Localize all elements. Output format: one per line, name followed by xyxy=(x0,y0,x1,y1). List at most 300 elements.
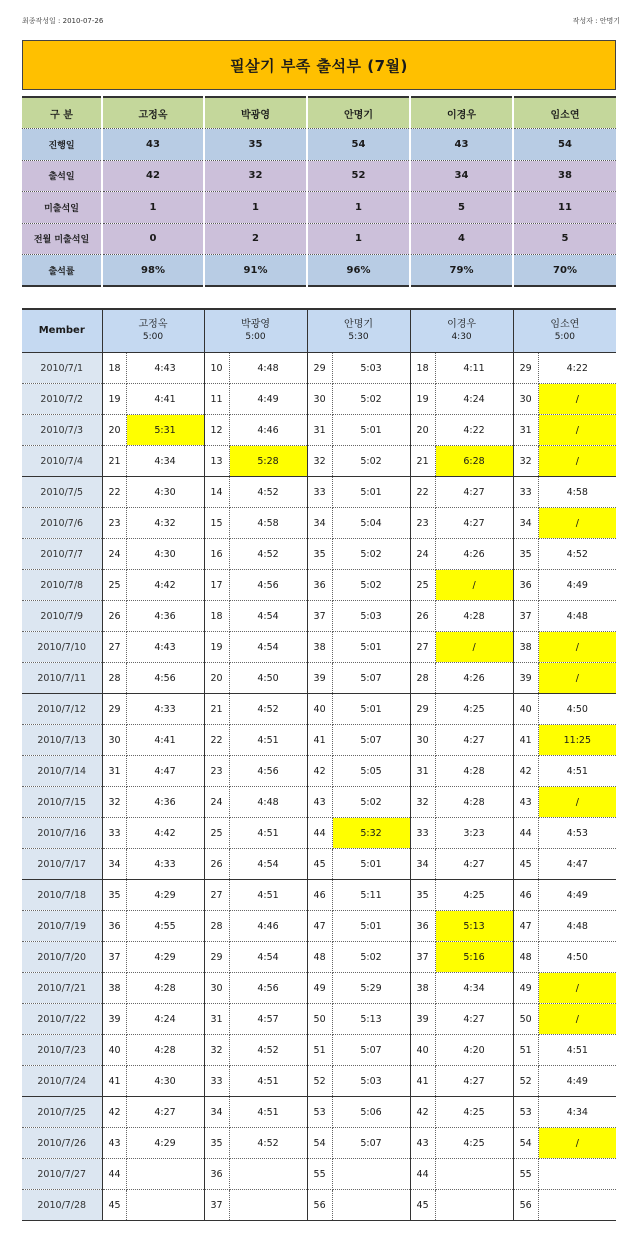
check-in-time: 5:29 xyxy=(332,973,410,1004)
member-name: 고정옥 xyxy=(138,319,168,330)
day-count: 29 xyxy=(513,353,538,384)
summary-value: 1 xyxy=(307,192,410,223)
day-count: 20 xyxy=(102,415,126,446)
check-in-time: 4:24 xyxy=(126,1004,204,1035)
attendance-row xyxy=(22,1004,616,1035)
summary-value: 70% xyxy=(513,254,616,286)
day-count: 44 xyxy=(410,1159,435,1190)
attendance-row xyxy=(22,1128,616,1159)
check-in-time: 5:06 xyxy=(332,1097,410,1128)
summary-row-label: 진행일 xyxy=(22,129,102,160)
check-in-time: 4:55 xyxy=(126,911,204,942)
check-in-time: 4:48 xyxy=(538,601,616,632)
day-count: 40 xyxy=(513,694,538,725)
day-count: 41 xyxy=(102,1066,126,1097)
check-in-time-flagged: 11:25 xyxy=(538,725,616,756)
check-in-time: 4:30 xyxy=(126,539,204,570)
summary-row-label: 미출석일 xyxy=(22,192,102,223)
day-count: 29 xyxy=(307,353,332,384)
attendance-row xyxy=(22,1066,616,1097)
check-in-time xyxy=(538,1190,616,1221)
check-in-time: 5:02 xyxy=(332,787,410,818)
attendance-row xyxy=(22,663,616,694)
check-in-time: 4:27 xyxy=(435,508,513,539)
check-in-time: 4:27 xyxy=(126,1097,204,1128)
check-in-time: 4:52 xyxy=(538,539,616,570)
check-in-time: 5:07 xyxy=(332,1035,410,1066)
day-count: 11 xyxy=(204,384,229,415)
summary-member-name: 이경우 xyxy=(410,97,513,129)
day-count: 30 xyxy=(513,384,538,415)
summary-member-name: 박광영 xyxy=(204,97,307,129)
day-count: 20 xyxy=(410,415,435,446)
check-in-time: 5:07 xyxy=(332,1128,410,1159)
day-count: 18 xyxy=(204,601,229,632)
check-in-time-flagged: / xyxy=(538,973,616,1004)
day-count: 51 xyxy=(513,1035,538,1066)
day-count: 43 xyxy=(102,1128,126,1159)
attendance-date: 2010/7/5 xyxy=(22,477,102,508)
summary-row xyxy=(22,223,616,254)
check-in-time: 4:54 xyxy=(229,942,307,973)
check-in-time: 4:29 xyxy=(126,942,204,973)
attendance-date: 2010/7/23 xyxy=(22,1035,102,1066)
attendance-row xyxy=(22,570,616,601)
check-in-time: 4:43 xyxy=(126,353,204,384)
day-count: 44 xyxy=(307,818,332,849)
summary-member-name: 고정옥 xyxy=(102,97,204,129)
day-count: 32 xyxy=(307,446,332,477)
day-count: 22 xyxy=(410,477,435,508)
check-in-time: 4:27 xyxy=(435,725,513,756)
check-in-time: 4:30 xyxy=(126,1066,204,1097)
day-count: 31 xyxy=(102,756,126,787)
day-count: 25 xyxy=(204,818,229,849)
day-count: 34 xyxy=(307,508,332,539)
check-in-time-flagged: / xyxy=(538,1004,616,1035)
day-count: 24 xyxy=(410,539,435,570)
day-count: 39 xyxy=(513,663,538,694)
day-count: 36 xyxy=(204,1159,229,1190)
check-in-time: 4:29 xyxy=(126,1128,204,1159)
summary-value: 5 xyxy=(410,192,513,223)
check-in-time: 4:48 xyxy=(229,787,307,818)
check-in-time-flagged: 5:31 xyxy=(126,415,204,446)
attendance-row xyxy=(22,508,616,539)
check-in-time: 4:41 xyxy=(126,384,204,415)
day-count: 40 xyxy=(102,1035,126,1066)
check-in-time: 4:42 xyxy=(126,570,204,601)
member-name: 박광영 xyxy=(241,319,271,330)
day-count: 46 xyxy=(307,880,332,911)
check-in-time: 5:04 xyxy=(332,508,410,539)
check-in-time: 5:07 xyxy=(332,663,410,694)
check-in-time-flagged: 5:16 xyxy=(435,942,513,973)
check-in-time-flagged: / xyxy=(538,787,616,818)
check-in-time-flagged: 5:32 xyxy=(332,818,410,849)
check-in-time-flagged: / xyxy=(538,384,616,415)
check-in-time: 3:23 xyxy=(435,818,513,849)
attendance-row xyxy=(22,632,616,663)
day-count: 37 xyxy=(410,942,435,973)
attendance-row xyxy=(22,849,616,880)
attendance-row xyxy=(22,694,616,725)
check-in-time: 4:22 xyxy=(538,353,616,384)
check-in-time: 4:57 xyxy=(229,1004,307,1035)
day-count: 27 xyxy=(410,632,435,663)
day-count: 31 xyxy=(204,1004,229,1035)
check-in-time-flagged: 5:28 xyxy=(229,446,307,477)
day-count: 36 xyxy=(102,911,126,942)
day-count: 18 xyxy=(410,353,435,384)
day-count: 23 xyxy=(410,508,435,539)
page-title-box xyxy=(22,40,616,90)
day-count: 36 xyxy=(513,570,538,601)
day-count: 55 xyxy=(307,1159,332,1190)
check-in-time: 4:33 xyxy=(126,694,204,725)
check-in-time: 4:30 xyxy=(126,477,204,508)
day-count: 26 xyxy=(102,601,126,632)
check-in-time-flagged: / xyxy=(435,632,513,663)
attendance-header-row xyxy=(22,309,616,353)
day-count: 19 xyxy=(102,384,126,415)
day-count: 49 xyxy=(307,973,332,1004)
summary-value: 1 xyxy=(204,192,307,223)
attendance-date: 2010/7/21 xyxy=(22,973,102,1004)
day-count: 33 xyxy=(410,818,435,849)
check-in-time: 4:47 xyxy=(126,756,204,787)
check-in-time: 5:01 xyxy=(332,415,410,446)
check-in-time: 5:01 xyxy=(332,911,410,942)
attendance-date: 2010/7/27 xyxy=(22,1159,102,1190)
check-in-time: 4:24 xyxy=(435,384,513,415)
day-count: 26 xyxy=(204,849,229,880)
check-in-time: 4:22 xyxy=(435,415,513,446)
check-in-time: 4:27 xyxy=(435,1066,513,1097)
check-in-time: 5:03 xyxy=(332,1066,410,1097)
check-in-time: 4:52 xyxy=(229,1128,307,1159)
day-count: 52 xyxy=(307,1066,332,1097)
member-header-label: Member xyxy=(22,309,102,353)
check-in-time-flagged: / xyxy=(538,632,616,663)
check-in-time-flagged: / xyxy=(435,570,513,601)
check-in-time: 4:25 xyxy=(435,880,513,911)
member-target-time: 5:30 xyxy=(348,332,369,342)
attendance-row xyxy=(22,1097,616,1128)
day-count: 44 xyxy=(102,1159,126,1190)
check-in-time-flagged: 6:28 xyxy=(435,446,513,477)
attendance-date: 2010/7/28 xyxy=(22,1190,102,1221)
day-count: 21 xyxy=(102,446,126,477)
check-in-time: 4:54 xyxy=(229,601,307,632)
day-count: 44 xyxy=(513,818,538,849)
day-count: 23 xyxy=(204,756,229,787)
check-in-time: 5:11 xyxy=(332,880,410,911)
day-count: 45 xyxy=(307,849,332,880)
day-count: 38 xyxy=(102,973,126,1004)
day-count: 18 xyxy=(102,353,126,384)
check-in-time: 4:20 xyxy=(435,1035,513,1066)
day-count: 27 xyxy=(102,632,126,663)
check-in-time: 4:25 xyxy=(435,1097,513,1128)
member-column-header xyxy=(513,309,616,353)
day-count: 42 xyxy=(102,1097,126,1128)
day-count: 41 xyxy=(410,1066,435,1097)
check-in-time: 4:34 xyxy=(538,1097,616,1128)
check-in-time: 4:28 xyxy=(435,787,513,818)
summary-row xyxy=(22,129,616,160)
check-in-time: 4:52 xyxy=(229,694,307,725)
check-in-time xyxy=(229,1159,307,1190)
author-label: 작성자 : 안명기 xyxy=(572,17,620,25)
summary-corner-label: 구 분 xyxy=(22,97,102,129)
last-updated-date: 최종작성일 : 2010-07-26 xyxy=(22,17,104,25)
summary-member-name: 안명기 xyxy=(307,97,410,129)
member-target-time: 5:00 xyxy=(245,332,266,342)
day-count: 43 xyxy=(410,1128,435,1159)
summary-row xyxy=(22,192,616,223)
check-in-time: 4:11 xyxy=(435,353,513,384)
check-in-time: 4:54 xyxy=(229,632,307,663)
member-target-time: 5:00 xyxy=(142,332,164,342)
attendance-row xyxy=(22,725,616,756)
summary-value: 91% xyxy=(204,254,307,286)
day-count: 35 xyxy=(204,1128,229,1159)
check-in-time: 4:36 xyxy=(126,787,204,818)
day-count: 47 xyxy=(513,911,538,942)
day-count: 42 xyxy=(410,1097,435,1128)
attendance-date: 2010/7/3 xyxy=(22,415,102,446)
day-count: 54 xyxy=(307,1128,332,1159)
day-count: 29 xyxy=(410,694,435,725)
day-count: 30 xyxy=(102,725,126,756)
check-in-time-flagged: / xyxy=(538,508,616,539)
day-count: 22 xyxy=(102,477,126,508)
check-in-time xyxy=(126,1190,204,1221)
check-in-time: 5:01 xyxy=(332,849,410,880)
summary-value: 79% xyxy=(410,254,513,286)
day-count: 37 xyxy=(102,942,126,973)
day-count: 45 xyxy=(102,1190,126,1221)
check-in-time: 4:52 xyxy=(229,539,307,570)
summary-value: 34 xyxy=(410,160,513,191)
attendance-date: 2010/7/8 xyxy=(22,570,102,601)
summary-value: 42 xyxy=(102,160,204,191)
day-count: 47 xyxy=(307,911,332,942)
day-count: 33 xyxy=(513,477,538,508)
summary-value: 2 xyxy=(204,223,307,254)
attendance-date: 2010/7/26 xyxy=(22,1128,102,1159)
check-in-time: 4:36 xyxy=(126,601,204,632)
attendance-date: 2010/7/15 xyxy=(22,787,102,818)
check-in-time: 5:07 xyxy=(332,725,410,756)
day-count: 42 xyxy=(513,756,538,787)
check-in-time: 4:26 xyxy=(435,539,513,570)
day-count: 43 xyxy=(513,787,538,818)
attendance-date: 2010/7/25 xyxy=(22,1097,102,1128)
check-in-time: 4:51 xyxy=(229,818,307,849)
day-count: 15 xyxy=(204,508,229,539)
day-count: 38 xyxy=(410,973,435,1004)
member-name: 이경우 xyxy=(447,319,477,330)
day-count: 21 xyxy=(410,446,435,477)
check-in-time: 4:34 xyxy=(435,973,513,1004)
check-in-time: 4:51 xyxy=(229,725,307,756)
check-in-time: 4:52 xyxy=(229,477,307,508)
summary-value: 98% xyxy=(102,254,204,286)
check-in-time-flagged: / xyxy=(538,446,616,477)
day-count: 41 xyxy=(307,725,332,756)
attendance-date: 2010/7/9 xyxy=(22,601,102,632)
check-in-time: 4:51 xyxy=(229,880,307,911)
day-count: 24 xyxy=(204,787,229,818)
attendance-date: 2010/7/4 xyxy=(22,446,102,477)
attendance-row xyxy=(22,942,616,973)
day-count: 28 xyxy=(204,911,229,942)
summary-member-name: 임소연 xyxy=(513,97,616,129)
attendance-row xyxy=(22,911,616,942)
day-count: 30 xyxy=(307,384,332,415)
day-count: 33 xyxy=(204,1066,229,1097)
day-count: 51 xyxy=(307,1035,332,1066)
day-count: 26 xyxy=(410,601,435,632)
check-in-time: 4:42 xyxy=(126,818,204,849)
member-column-header xyxy=(204,309,307,353)
attendance-row xyxy=(22,353,616,384)
day-count: 40 xyxy=(307,694,332,725)
day-count: 41 xyxy=(513,725,538,756)
summary-value: 0 xyxy=(102,223,204,254)
summary-value: 32 xyxy=(204,160,307,191)
day-count: 20 xyxy=(204,663,229,694)
check-in-time: 5:01 xyxy=(332,632,410,663)
attendance-row xyxy=(22,973,616,1004)
check-in-time: 4:46 xyxy=(229,415,307,446)
summary-value: 54 xyxy=(513,129,616,160)
check-in-time: 4:48 xyxy=(229,353,307,384)
day-count: 10 xyxy=(204,353,229,384)
attendance-row xyxy=(22,880,616,911)
check-in-time xyxy=(435,1190,513,1221)
attendance-row xyxy=(22,818,616,849)
day-count: 28 xyxy=(102,663,126,694)
attendance-date: 2010/7/20 xyxy=(22,942,102,973)
check-in-time: 4:27 xyxy=(435,477,513,508)
attendance-date: 2010/7/2 xyxy=(22,384,102,415)
day-count: 32 xyxy=(513,446,538,477)
day-count: 36 xyxy=(410,911,435,942)
check-in-time: 4:49 xyxy=(538,1066,616,1097)
day-count: 29 xyxy=(102,694,126,725)
check-in-time xyxy=(435,1159,513,1190)
summary-value: 52 xyxy=(307,160,410,191)
check-in-time: 5:05 xyxy=(332,756,410,787)
summary-value: 11 xyxy=(513,192,616,223)
check-in-time: 5:02 xyxy=(332,384,410,415)
check-in-time: 5:01 xyxy=(332,694,410,725)
attendance-date: 2010/7/7 xyxy=(22,539,102,570)
summary-value: 43 xyxy=(410,129,513,160)
member-column-header xyxy=(410,309,513,353)
day-count: 49 xyxy=(513,973,538,1004)
member-column-header xyxy=(102,309,204,353)
summary-row xyxy=(22,160,616,191)
check-in-time xyxy=(229,1190,307,1221)
attendance-table xyxy=(22,308,616,1221)
day-count: 48 xyxy=(307,942,332,973)
summary-header-row xyxy=(22,97,616,129)
attendance-date: 2010/7/18 xyxy=(22,880,102,911)
check-in-time: 4:51 xyxy=(538,1035,616,1066)
check-in-time xyxy=(332,1190,410,1221)
member-column-header xyxy=(307,309,410,353)
day-count: 37 xyxy=(307,601,332,632)
check-in-time: 4:49 xyxy=(229,384,307,415)
day-count: 28 xyxy=(410,663,435,694)
attendance-date: 2010/7/24 xyxy=(22,1066,102,1097)
attendance-date: 2010/7/19 xyxy=(22,911,102,942)
check-in-time: 4:48 xyxy=(538,911,616,942)
check-in-time: 4:27 xyxy=(435,1004,513,1035)
attendance-row xyxy=(22,1190,616,1221)
check-in-time: 4:51 xyxy=(229,1097,307,1128)
day-count: 31 xyxy=(410,756,435,787)
day-count: 42 xyxy=(307,756,332,787)
check-in-time: 4:28 xyxy=(126,1035,204,1066)
day-count: 36 xyxy=(307,570,332,601)
member-target-time: 4:30 xyxy=(451,332,472,342)
day-count: 25 xyxy=(410,570,435,601)
check-in-time: 4:27 xyxy=(435,849,513,880)
attendance-date: 2010/7/12 xyxy=(22,694,102,725)
attendance-date: 2010/7/10 xyxy=(22,632,102,663)
day-count: 21 xyxy=(204,694,229,725)
page-title: 필살기 부족 출석부 (7월) xyxy=(230,56,408,75)
attendance-row xyxy=(22,415,616,446)
check-in-time: 4:25 xyxy=(435,694,513,725)
day-count: 22 xyxy=(204,725,229,756)
check-in-time xyxy=(332,1159,410,1190)
check-in-time: 4:52 xyxy=(229,1035,307,1066)
attendance-date: 2010/7/14 xyxy=(22,756,102,787)
check-in-time: 4:50 xyxy=(538,942,616,973)
check-in-time: 4:49 xyxy=(538,570,616,601)
day-count: 52 xyxy=(513,1066,538,1097)
check-in-time: 4:51 xyxy=(538,756,616,787)
day-count: 38 xyxy=(513,632,538,663)
day-count: 37 xyxy=(513,601,538,632)
day-count: 43 xyxy=(307,787,332,818)
check-in-time-flagged: / xyxy=(538,415,616,446)
day-count: 53 xyxy=(307,1097,332,1128)
day-count: 27 xyxy=(204,880,229,911)
check-in-time-flagged: / xyxy=(538,1128,616,1159)
check-in-time: 5:02 xyxy=(332,942,410,973)
member-name: 임소연 xyxy=(550,319,580,330)
check-in-time: 4:25 xyxy=(435,1128,513,1159)
summary-value: 54 xyxy=(307,129,410,160)
check-in-time: 4:28 xyxy=(126,973,204,1004)
day-count: 48 xyxy=(513,942,538,973)
day-count: 34 xyxy=(204,1097,229,1128)
attendance-date: 2010/7/1 xyxy=(22,353,102,384)
attendance-row xyxy=(22,601,616,632)
check-in-time: 4:51 xyxy=(229,1066,307,1097)
day-count: 32 xyxy=(204,1035,229,1066)
check-in-time: 4:56 xyxy=(126,663,204,694)
summary-value: 35 xyxy=(204,129,307,160)
day-count: 14 xyxy=(204,477,229,508)
